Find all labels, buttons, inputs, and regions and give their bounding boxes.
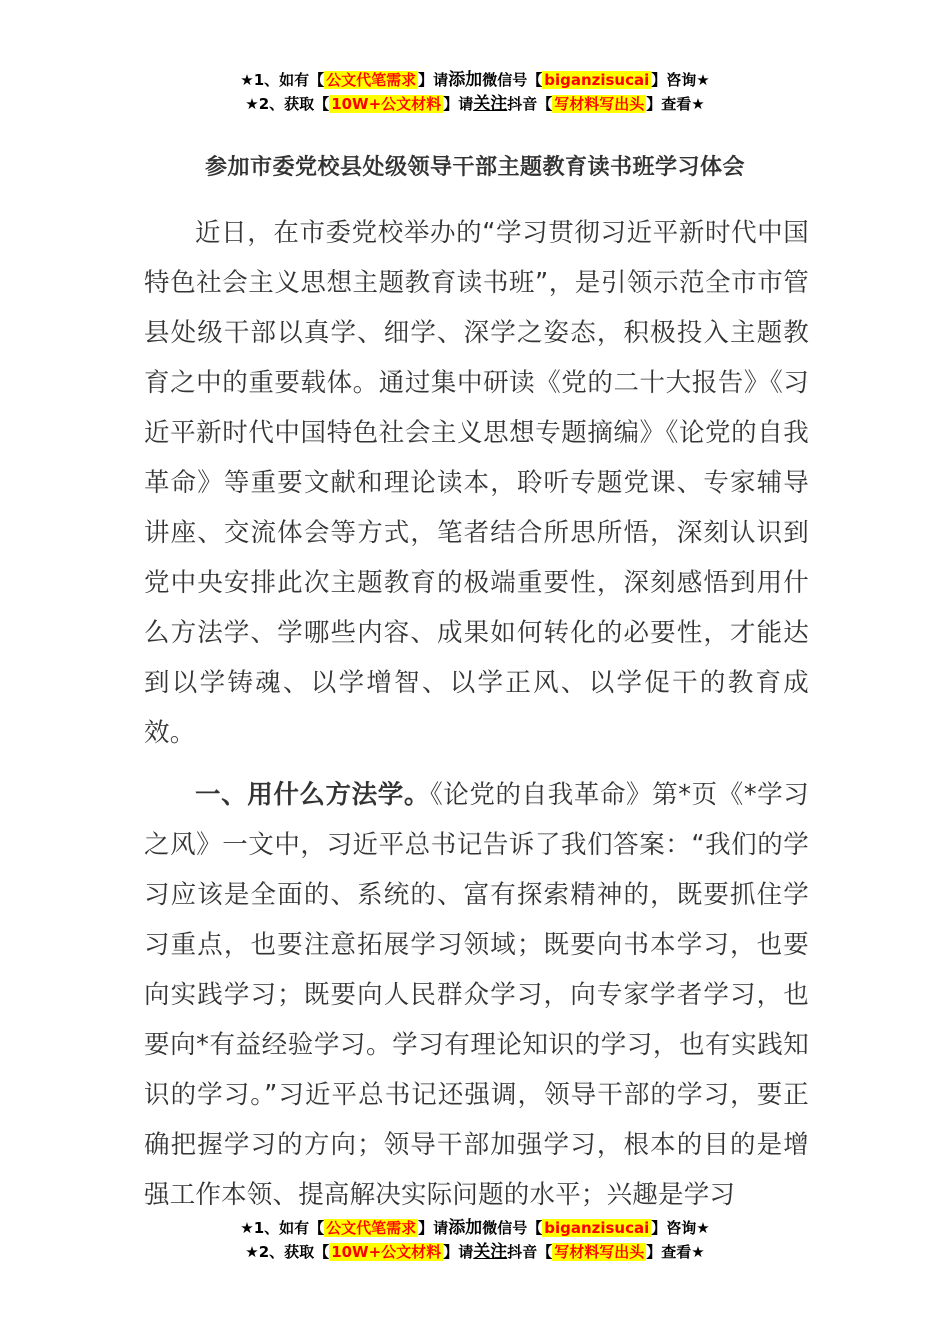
- document-title: 参加市委党校县处级领导干部主题教育读书班学习体会: [204, 155, 745, 180]
- douyin-id: 写材料写出头: [554, 95, 645, 113]
- ad-highlight: 10W+公文材料: [331, 95, 442, 113]
- ad-highlight: 公文代笔需求: [326, 71, 417, 89]
- bottom-ad-banner: [0, 1216, 950, 1264]
- ad-line-2: ★2、获取【 10W+公文材料 】请关注抖音【 写材料写出头 】查看★: [245, 94, 705, 114]
- ad-highlight: 10W+公文材料: [331, 1243, 442, 1261]
- section-text: 《论党的自我革命》第*页《*学习之风》一文中，习近平总书记告诉了我们答案：“我们的学习应该是全面的、系统的、富有探索精神的，既要抓住学习重点，也要注意拓展学习领域；既要向书本学习，也要向实践学习；既要向人民群众学习，向专家学者学习，也要向*有益经验学习。学习有理论知识的学习，也有实践知识的学习。”习近平总书记还强调，领导干部的学习，要正确把握学习的方向；领导干部加强学习，根本的目的是增强工作本领、提高解决实际问题的水平；兴趣是学习: [144, 780, 809, 1210]
- document-body: [144, 208, 809, 1220]
- douyin-id: 写材料写出头: [554, 1243, 645, 1261]
- ad-line-2: ★2、获取【 10W+公文材料 】请关注抖音【 写材料写出头 】查看★: [245, 1242, 705, 1262]
- ad-highlight: 公文代笔需求: [326, 1219, 417, 1237]
- section-heading: 一、用什么方法学。: [195, 780, 430, 810]
- paragraph-section-1: [144, 770, 809, 1220]
- ad-line-1: ★1、如有【 公文代笔需求 】请添加微信号【 biganzisucai 】咨询★: [240, 1218, 710, 1238]
- wechat-id: biganzisucai: [544, 1219, 650, 1237]
- paragraph-intro: 近日，在市委党校举办的“学习贯彻习近平新时代中国特色社会主义思想主题教育读书班”，是引领示范全市市管县处级干部以真学、细学、深学之姿态，积极投入主题教育之中的重要载体。通过集中研读《党的二十大报告》《习近平新时代中国特色社会主义思想专题摘编》《论党的自我革命》等重要文献和理论读本，聆听专题党课、专家辅导讲座、交流体会等方式，笔者结合所思所悟，深刻认识到党中央安排此次主题教育的极端重要性，深刻感悟到用什么方法学、学哪些内容、成果如何转化的必要性，才能达到以学铸魂、以学增智、以学正风、以学促干的教育成效。: [144, 218, 809, 748]
- ad-line-1: ★1、如有【 公文代笔需求 】请添加微信号【 biganzisucai 】咨询★: [240, 70, 710, 90]
- wechat-id: biganzisucai: [544, 71, 650, 89]
- top-ad-banner: [0, 68, 950, 116]
